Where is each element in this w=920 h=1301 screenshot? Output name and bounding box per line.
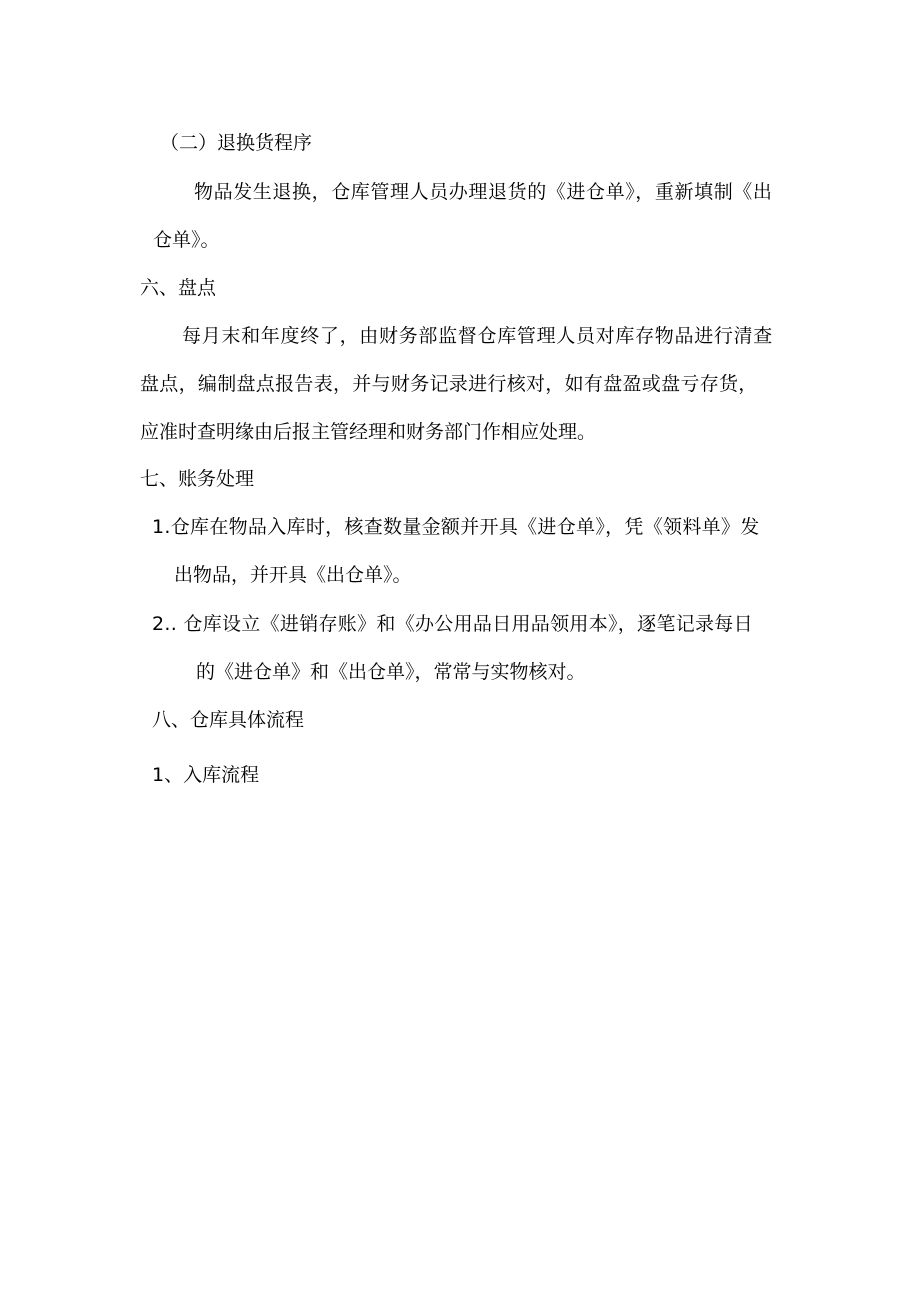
sub-heading-returns-procedure: （二）退换货程序 xyxy=(160,132,313,154)
inventory-paragraph-line-1: 每月末和年度终了，由财务部监督仓库管理人员对库存物品进行清查 xyxy=(182,325,774,347)
returns-paragraph-line-2: 仓单》。 xyxy=(153,229,220,251)
heading-warehouse-process: 八、仓库具体流程 xyxy=(152,709,305,731)
list-item-1-line-1: 1.仓库在物品入库时，核查数量金额并开具《进仓单》，凭《领料单》发 xyxy=(152,516,760,538)
heading-inventory-count: 六、盘点 xyxy=(140,277,217,299)
list-item-1-line-2: 出物品，并开具《出仓单》。 xyxy=(174,564,412,586)
sub-heading-inbound-process: 1、入库流程 xyxy=(152,764,260,786)
list-item-2-line-1: 2.. 仓库设立《进销存账》和《办公用品日用品领用本》，逐笔记录每日 xyxy=(152,613,753,635)
inventory-paragraph-line-2: 盘点，编制盘点报告表，并与财务记录进行核对，如有盘盈或盘亏存货， xyxy=(140,373,758,395)
inventory-paragraph-line-3: 应准时查明缘由后报主管经理和财务部门作相应处理。 xyxy=(140,421,597,443)
list-item-2-line-2: 的《进仓单》和《出仓单》，常常与实物核对。 xyxy=(196,661,586,683)
returns-paragraph-line-1: 物品发生退换，仓库管理人员办理退货的《进仓单》，重新填制《出 xyxy=(194,181,773,203)
heading-accounting: 七、账务处理 xyxy=(140,468,255,490)
